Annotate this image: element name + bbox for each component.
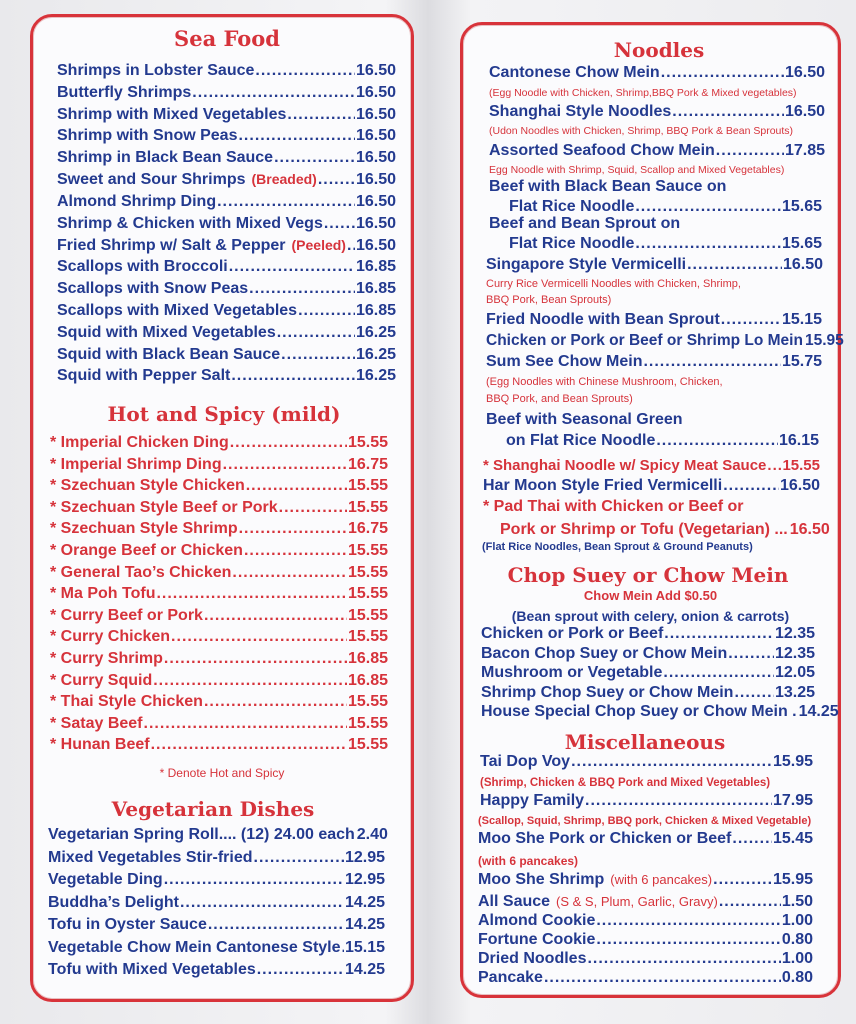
noodle-item bbox=[486, 332, 844, 350]
noodle-item bbox=[486, 353, 822, 371]
noodle-item bbox=[509, 235, 822, 253]
item-description: (Udon Noodles with Chicken, Shrimp, BBQ Pork & Bean Sprouts) bbox=[489, 125, 794, 137]
leader-dots bbox=[232, 564, 347, 582]
leader-dots bbox=[156, 585, 346, 603]
item-name: * Thai Style Chicken bbox=[50, 693, 203, 711]
leader-dots bbox=[728, 645, 774, 663]
noodle-item bbox=[489, 142, 825, 160]
noodle-item bbox=[489, 103, 825, 121]
leader-dots bbox=[664, 625, 774, 643]
item-name: Shrimps in Lobster Sauce bbox=[57, 62, 255, 79]
item-note: (Breaded) bbox=[251, 171, 317, 187]
item-description: (Shrimp, Chicken & BBQ Pork and Mixed Vegetables) bbox=[480, 777, 771, 789]
item-name: * Curry Shrimp bbox=[50, 650, 163, 667]
leader-dots bbox=[596, 931, 781, 949]
item-price: 16.25 bbox=[355, 367, 396, 385]
item-name: Scallops with Broccoli bbox=[57, 258, 228, 276]
item-name: Pancake bbox=[478, 969, 543, 986]
chop-suey-item bbox=[481, 664, 815, 682]
hot-spicy-item bbox=[50, 736, 388, 754]
leader-dots bbox=[144, 715, 347, 733]
item-description: (Egg Noodle with Chicken, Shrimp,BBQ Pork & Mixed vegetables) bbox=[489, 87, 797, 99]
item-price: 16.50 bbox=[355, 171, 396, 188]
item-name: Tofu in Oyster Sauce bbox=[48, 916, 207, 933]
leader-dots bbox=[277, 324, 355, 342]
item-price: 16.85 bbox=[347, 671, 388, 689]
item-name: Fried Noodle with Bean Sprout bbox=[486, 311, 720, 328]
item-price: 12.35 bbox=[774, 644, 815, 662]
leader-dots bbox=[298, 302, 355, 320]
item-name: Chicken or Pork or Beef or Shrimp Lo Mein bbox=[486, 332, 803, 349]
item-price: 15.95 bbox=[772, 871, 813, 888]
item-price: 15.55 bbox=[347, 585, 388, 603]
seafood-item bbox=[57, 149, 396, 167]
item-name: Squid with Black Bean Sauce bbox=[57, 345, 281, 363]
item-price: 12.05 bbox=[774, 664, 815, 682]
item-name: Almond Cookie bbox=[478, 912, 596, 929]
item-price: 16.50 bbox=[355, 62, 396, 79]
leader-dots bbox=[318, 171, 355, 189]
misc-item bbox=[478, 871, 813, 889]
item-price: 16.50 bbox=[789, 521, 830, 538]
item-price: 14.25 bbox=[344, 961, 385, 978]
item-description: (Egg Noodles with Chinese Mushroom, Chicken, bbox=[486, 376, 723, 388]
item-description: Curry Rice Vermicelli Noodles with Chicken, Shrimp, bbox=[486, 278, 741, 290]
leader-dots bbox=[672, 103, 784, 121]
item-name: Dried Noodles bbox=[478, 950, 587, 967]
item-name: Vegetarian Spring Roll.... (12) 24.00 each bbox=[48, 826, 355, 843]
item-price: 16.50 bbox=[355, 192, 396, 210]
seafood-item bbox=[57, 171, 396, 189]
leader-dots bbox=[180, 894, 344, 912]
leader-dots bbox=[342, 939, 344, 957]
leader-dots bbox=[238, 127, 354, 145]
leader-dots bbox=[274, 149, 355, 167]
item-price: 15.55 bbox=[347, 477, 388, 495]
leader-dots bbox=[656, 432, 778, 450]
leader-dots bbox=[279, 499, 347, 517]
noodle-item bbox=[489, 64, 825, 82]
item-price: 14.25 bbox=[344, 893, 385, 911]
item-name: Beef and Bean Sprout on bbox=[489, 215, 681, 232]
seafood-item bbox=[57, 302, 396, 320]
noodle-item bbox=[483, 477, 820, 495]
leader-dots bbox=[721, 311, 781, 329]
hot-spicy-item bbox=[50, 434, 388, 452]
chop-suey-item bbox=[481, 684, 815, 702]
vegetarian-item bbox=[48, 849, 385, 867]
item-price: 15.95 bbox=[804, 332, 844, 349]
item-price: 17.95 bbox=[772, 792, 813, 809]
item-name: Singapore Style Vermicelli bbox=[486, 256, 687, 273]
item-price: 16.50 bbox=[782, 256, 823, 273]
item-price: 15.55 bbox=[347, 498, 388, 516]
item-name: Shrimp with Snow Peas bbox=[57, 127, 238, 145]
hot-spicy-item bbox=[50, 520, 388, 538]
item-name: * Curry Beef or Pork bbox=[50, 606, 203, 624]
seafood-item bbox=[57, 62, 396, 80]
item-price: 13.25 bbox=[774, 683, 815, 701]
item-price: 15.55 bbox=[782, 457, 820, 474]
chop-suey-item bbox=[481, 703, 839, 721]
noodle-item bbox=[486, 411, 822, 429]
item-name: Flat Rice Noodle bbox=[509, 198, 635, 215]
vegetarian-item bbox=[48, 894, 385, 912]
item-name: Shrimp in Black Bean Sauce bbox=[57, 149, 274, 167]
hot-spicy-item bbox=[50, 628, 388, 646]
item-name: * Curry Squid bbox=[50, 671, 153, 689]
item-name: * Ma Poh Tofu bbox=[50, 585, 156, 603]
leader-dots bbox=[347, 237, 355, 255]
leader-dots bbox=[723, 477, 779, 495]
item-name: Sweet and Sour Shrimps bbox=[57, 171, 246, 188]
leader-dots bbox=[713, 871, 772, 889]
hot-spicy-footnote: * Denote Hot and Spicy bbox=[159, 766, 285, 780]
section-title-miscellaneous: Miscellaneous bbox=[564, 730, 726, 754]
hot-spicy-item bbox=[50, 499, 388, 517]
item-price: 1.00 bbox=[781, 912, 813, 929]
misc-item bbox=[480, 792, 813, 810]
item-name: Sum See Chow Mein bbox=[486, 353, 643, 370]
leader-dots bbox=[767, 457, 781, 474]
misc-item bbox=[478, 893, 813, 911]
item-name: Bacon Chop Suey or Chow Mein bbox=[481, 644, 728, 662]
seafood-item bbox=[57, 215, 396, 233]
item-price: 15.45 bbox=[772, 830, 813, 847]
section-title-noodles: Noodles bbox=[613, 38, 705, 62]
item-price: 15.55 bbox=[347, 736, 388, 754]
leader-dots bbox=[281, 346, 355, 364]
item-name: Tofu with Mixed Vegetables bbox=[48, 961, 256, 978]
item-price: 16.15 bbox=[778, 432, 819, 449]
item-name: Mixed Vegetables Stir-fried bbox=[48, 848, 253, 866]
hot-spicy-item bbox=[50, 650, 388, 668]
leader-dots bbox=[687, 256, 782, 274]
leader-dots bbox=[587, 950, 780, 968]
item-name: Shrimp Chop Suey or Chow Mein bbox=[481, 683, 734, 701]
item-name: Squid with Pepper Salt bbox=[57, 367, 231, 385]
item-price: 16.25 bbox=[355, 323, 396, 341]
misc-item bbox=[478, 950, 813, 968]
leader-dots bbox=[164, 871, 344, 889]
item-name: Butterfly Shrimps bbox=[57, 83, 192, 101]
chop-suey-subtitle: Chow Mein Add $0.50 bbox=[583, 588, 718, 603]
hot-spicy-item bbox=[50, 672, 388, 690]
item-price: 16.50 bbox=[355, 236, 396, 254]
leader-dots bbox=[204, 607, 347, 625]
item-description: BBQ Pork, Bean Sprouts) bbox=[486, 294, 612, 306]
seafood-item bbox=[57, 106, 396, 124]
noodle-item bbox=[486, 311, 822, 329]
hot-spicy-item bbox=[50, 477, 388, 495]
section-title-hot-spicy: Hot and Spicy (mild) bbox=[107, 402, 341, 426]
item-price: 0.80 bbox=[781, 931, 813, 948]
item-name: * General Tao’s Chicken bbox=[50, 563, 232, 581]
item-name: * Curry Chicken bbox=[50, 628, 171, 646]
item-name: Fortune Cookie bbox=[478, 931, 596, 948]
item-price: 15.15 bbox=[344, 938, 385, 956]
item-price: 12.95 bbox=[344, 848, 385, 866]
item-note: (Peeled) bbox=[291, 236, 346, 253]
item-name: * Pad Thai with Chicken or Beef or bbox=[483, 498, 744, 515]
leader-dots bbox=[287, 106, 355, 124]
leader-dots bbox=[153, 672, 347, 690]
item-note: (S & S, Plum, Garlic, Gravy) bbox=[556, 894, 718, 909]
chop-suey-description: (Bean sprout with celery, onion & carrots) bbox=[511, 608, 790, 624]
hot-spicy-item bbox=[50, 607, 388, 625]
item-name: Scallops with Snow Peas bbox=[57, 280, 249, 298]
item-price: 0.80 bbox=[781, 969, 813, 986]
item-price: 16.25 bbox=[355, 345, 396, 363]
hot-spicy-item bbox=[50, 456, 388, 474]
chop-suey-item bbox=[481, 625, 815, 643]
noodle-item bbox=[489, 178, 825, 196]
leader-dots bbox=[254, 849, 344, 867]
item-description: BBQ Pork, and Bean Sprouts) bbox=[486, 393, 633, 405]
item-price: 2.40 bbox=[356, 826, 388, 843]
item-name: Chicken or Pork or Beef bbox=[481, 625, 664, 642]
noodle-item bbox=[486, 256, 823, 274]
item-price: 16.75 bbox=[347, 455, 388, 473]
vegetarian-item bbox=[48, 871, 385, 889]
leader-dots bbox=[164, 650, 347, 668]
leader-dots bbox=[585, 792, 772, 810]
leader-dots bbox=[732, 830, 772, 848]
item-price: 12.35 bbox=[774, 625, 815, 642]
leader-dots bbox=[151, 736, 347, 754]
item-price: 15.55 bbox=[347, 563, 388, 581]
item-name: Happy Family bbox=[480, 792, 585, 809]
item-price: 16.50 bbox=[779, 477, 820, 494]
noodle-item bbox=[509, 198, 822, 216]
leader-dots bbox=[719, 893, 781, 911]
item-name: All Sauce bbox=[478, 893, 551, 910]
seafood-item bbox=[57, 258, 396, 276]
section-title-seafood: Sea Food bbox=[174, 26, 280, 51]
leader-dots bbox=[734, 684, 774, 702]
item-price: 15.55 bbox=[347, 542, 388, 559]
misc-item bbox=[480, 753, 813, 771]
item-name: * Szechuan Style Chicken bbox=[50, 477, 245, 495]
item-price: 15.75 bbox=[781, 353, 822, 370]
item-price: 15.65 bbox=[781, 235, 822, 252]
leader-dots bbox=[230, 434, 347, 452]
leader-dots bbox=[208, 916, 344, 934]
item-price: 15.55 bbox=[347, 628, 388, 646]
leader-dots bbox=[663, 664, 774, 682]
item-name: * Szechuan Style Beef or Pork bbox=[50, 498, 278, 516]
leader-dots bbox=[324, 215, 355, 233]
section-title-chop-suey: Chop Suey or Chow Mein bbox=[507, 563, 789, 587]
item-price: 16.85 bbox=[355, 258, 396, 276]
item-price: 15.15 bbox=[781, 311, 822, 328]
misc-item bbox=[478, 969, 813, 987]
seafood-item bbox=[57, 237, 396, 255]
item-name: Vegetable Chow Mein Cantonese Style bbox=[48, 938, 341, 956]
item-name: Buddha’s Delight bbox=[48, 893, 179, 911]
leader-dots bbox=[596, 912, 781, 930]
item-price: 1.50 bbox=[781, 893, 813, 910]
leader-dots bbox=[231, 367, 355, 385]
leader-dots bbox=[661, 64, 784, 82]
item-name: Assorted Seafood Chow Mein bbox=[489, 142, 715, 159]
item-name: Vegetable Ding bbox=[48, 871, 163, 888]
item-name: Scallops with Mixed Vegetables bbox=[57, 302, 298, 319]
item-name: Moo She Shrimp bbox=[478, 871, 605, 888]
leader-dots bbox=[192, 84, 355, 102]
vegetarian-item bbox=[48, 939, 385, 957]
item-name: Shanghai Style Noodles bbox=[489, 103, 672, 120]
misc-item bbox=[478, 912, 813, 930]
item-name: Shrimp with Mixed Vegetables bbox=[57, 105, 287, 123]
item-name: Mushroom or Vegetable bbox=[481, 664, 663, 682]
leader-dots bbox=[249, 280, 355, 298]
hot-spicy-item bbox=[50, 693, 388, 711]
item-name: Moo She Pork or Chicken or Beef bbox=[478, 830, 732, 847]
leader-dots bbox=[246, 477, 347, 495]
leader-dots bbox=[635, 235, 781, 253]
vegetarian-item bbox=[48, 916, 385, 934]
noodle-item bbox=[500, 521, 830, 539]
leader-dots bbox=[229, 258, 355, 276]
item-name: Fried Shrimp w/ Salt & Pepper bbox=[57, 236, 286, 254]
item-price: 16.50 bbox=[355, 149, 396, 167]
item-price: 16.75 bbox=[347, 520, 388, 538]
leader-dots bbox=[716, 142, 784, 160]
chop-suey-item bbox=[481, 645, 815, 663]
leader-dots bbox=[257, 961, 344, 979]
item-name: Beef with Seasonal Green bbox=[486, 411, 683, 428]
leader-dots bbox=[171, 628, 347, 646]
seafood-item bbox=[57, 324, 396, 342]
seafood-item bbox=[57, 367, 396, 385]
leader-dots bbox=[223, 456, 347, 474]
item-name: House Special Chop Suey or Chow Mein . bbox=[481, 703, 797, 721]
item-name: Flat Rice Noodle bbox=[509, 235, 635, 252]
item-price: 16.85 bbox=[355, 280, 396, 298]
item-description: (Scallop, Squid, Shrimp, BBQ pork, Chicken & Mixed Vegetable) bbox=[478, 815, 812, 827]
seafood-item bbox=[57, 127, 396, 145]
item-name: Shrimp & Chicken with Mixed Vegs bbox=[57, 214, 323, 232]
item-price: 17.85 bbox=[784, 142, 825, 159]
hot-spicy-item bbox=[50, 585, 388, 603]
item-price: 14.25 bbox=[798, 703, 839, 721]
item-name: Pork or Shrimp or Tofu (Vegetarian) ... bbox=[500, 521, 788, 538]
hot-spicy-item bbox=[50, 542, 388, 560]
item-description: (with 6 pancakes) bbox=[478, 854, 579, 868]
item-price: 12.95 bbox=[344, 871, 385, 888]
item-price: 16.85 bbox=[347, 650, 388, 667]
item-price: 15.55 bbox=[347, 693, 388, 711]
item-name: on Flat Rice Noodle bbox=[506, 432, 656, 449]
seafood-item bbox=[57, 84, 396, 102]
item-price: 15.95 bbox=[772, 753, 813, 770]
leader-dots bbox=[643, 353, 780, 371]
leader-dots bbox=[217, 193, 355, 211]
item-name: Squid with Mixed Vegetables bbox=[57, 323, 276, 341]
item-name: Tai Dop Voy bbox=[480, 753, 571, 770]
hot-spicy-item bbox=[50, 715, 388, 733]
item-price: 16.50 bbox=[784, 64, 825, 81]
item-price: 1.00 bbox=[781, 950, 813, 967]
item-price: 16.50 bbox=[355, 214, 396, 232]
misc-item bbox=[478, 830, 813, 848]
noodle-item bbox=[506, 432, 819, 450]
leader-dots bbox=[239, 520, 347, 538]
item-name: * Orange Beef or Chicken bbox=[50, 542, 243, 559]
seafood-item bbox=[57, 280, 396, 298]
item-name: Har Moon Style Fried Vermicelli bbox=[483, 477, 723, 494]
noodle-item bbox=[489, 215, 825, 233]
vegetarian-item bbox=[48, 961, 385, 979]
leader-dots bbox=[255, 62, 355, 80]
item-price: 15.55 bbox=[347, 714, 388, 732]
seafood-item bbox=[57, 346, 396, 364]
item-name: * Imperial Chicken Ding bbox=[50, 434, 229, 451]
item-price: 14.25 bbox=[344, 916, 385, 933]
item-name: Cantonese Chow Mein bbox=[489, 64, 660, 81]
item-note: (with 6 pancakes) bbox=[610, 872, 713, 887]
item-price: 16.85 bbox=[355, 302, 396, 319]
item-name: * Imperial Shrimp Ding bbox=[50, 455, 222, 473]
leader-dots bbox=[635, 198, 781, 216]
item-name: Almond Shrimp Ding bbox=[57, 192, 217, 210]
misc-item bbox=[478, 931, 813, 949]
section-title-vegetarian: Vegetarian Dishes bbox=[111, 797, 315, 821]
item-name: Beef with Black Bean Sauce on bbox=[489, 178, 727, 195]
item-price: 15.55 bbox=[347, 434, 388, 451]
item-price: 16.50 bbox=[355, 105, 396, 123]
leader-dots bbox=[204, 693, 347, 711]
item-price: 16.50 bbox=[784, 103, 825, 120]
item-name: * Hunan Beef bbox=[50, 736, 150, 754]
noodle-item bbox=[483, 457, 820, 474]
vegetarian-item bbox=[48, 826, 388, 844]
item-description: Egg Noodle with Shrimp, Squid, Scallop and Mixed Vegetables) bbox=[489, 164, 785, 176]
noodle-item bbox=[483, 498, 820, 516]
item-description: (Flat Rice Noodles, Bean Sprout & Ground Peanuts) bbox=[482, 541, 753, 553]
leader-dots bbox=[244, 542, 347, 560]
item-price: 15.65 bbox=[781, 198, 822, 215]
item-price: 16.50 bbox=[355, 127, 396, 145]
leader-dots bbox=[544, 969, 781, 987]
item-name: * Shanghai Noodle w/ Spicy Meat Sauce bbox=[483, 457, 767, 474]
item-price: 16.50 bbox=[355, 83, 396, 101]
hot-spicy-item bbox=[50, 564, 388, 582]
leader-dots bbox=[571, 753, 772, 771]
item-name: * Szechuan Style Shrimp bbox=[50, 520, 238, 538]
item-price: 15.55 bbox=[347, 606, 388, 624]
item-name: * Satay Beef bbox=[50, 714, 143, 732]
seafood-item bbox=[57, 193, 396, 211]
